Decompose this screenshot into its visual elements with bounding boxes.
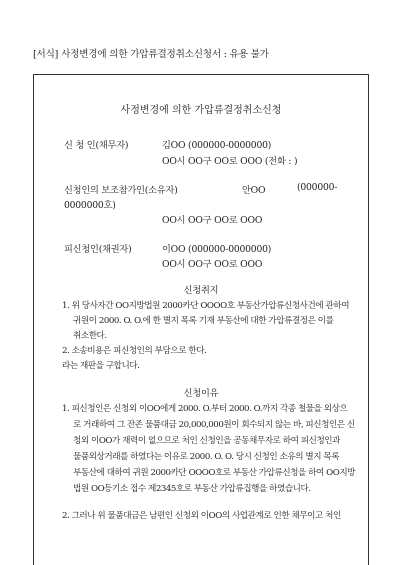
purpose-cost-line: 2. 소송비용은 피신청인의 부담으로 한다. <box>62 346 207 356</box>
assistant-label: 신청인의 보조참가인(소유자) <box>64 185 178 196</box>
purpose-line: 취소한다. <box>73 331 107 341</box>
document-frame <box>33 74 369 565</box>
reasons-line: 물품외상거래를 하였다는 이유로 2000. O. O. 당시 신청인 소유의 별지 목록 <box>73 452 340 462</box>
respondent-name: 이OO (000000-0000000) <box>162 244 272 255</box>
respondent-address: OO시 OO구 OO로 OOO <box>162 259 263 270</box>
reasons-line: 2. 그러나 위 물품대금은 남편인 신청외 이OO의 사업관계로 인한 채무이고 처인 <box>62 511 341 521</box>
reasons-line: 청외 이OO가 재력이 없으므로 처인 신청인을 공동채무자로 하여 피신청인과 <box>73 436 340 446</box>
reasons-line: 로 거래하여 그 잔존 물품대금 20,000,000원이 회수되지 않는 바, 피신청인은 신 <box>73 420 355 430</box>
purpose-line: 1. 위 당사자간 OO지방법원 2000카단 OOOO호 부동산가압류신청사건에 관하여 <box>62 301 350 311</box>
assistant-id-part1: (000000- <box>297 182 338 193</box>
applicant-name: 김OO (000000-0000000) <box>162 140 272 151</box>
purpose-heading: 신청취지 <box>183 285 219 296</box>
purpose-line: 귀원이 2000. O. O.에 한 별지 목록 기재 부동산에 대한 가압류결정은 이를 <box>73 316 334 326</box>
reasons-line: 법원 OO등기소 접수 제2345호로 부동산 가압류집행을 하였습니다. <box>73 484 311 494</box>
purpose-conclusion: 라는 재판을 구합니다. <box>62 361 140 371</box>
assistant-name: 안OO <box>242 185 266 196</box>
reasons-line: 1. 피신청인은 신청외 이OO에게 2000. O.부터 2000. O.까지 각종 철물을 외상으 <box>62 404 348 414</box>
respondent-label: 피신청인(채권자) <box>64 244 132 255</box>
document-title: 사정변경에 의한 가압류결정취소신청 <box>120 105 282 116</box>
applicant-address: OO시 OO구 OO로 OOO (전화 : ) <box>162 156 298 167</box>
assistant-id-part2: 0000000호) <box>64 200 116 211</box>
reasons-line: 부동산에 대하여 귀원 2000카단 OOOO호로 부동산 가압류신청을 하여 OO지방 <box>73 468 356 478</box>
assistant-address: OO시 OO구 OO로 OOO <box>162 215 263 226</box>
form-caption: [서식] 사정변경에 의한 가압류결정취소신청서 : 유용 불가 <box>33 49 269 60</box>
reasons-heading: 신청이유 <box>183 388 219 399</box>
applicant-label: 신 청 인(채무자) <box>64 140 129 151</box>
